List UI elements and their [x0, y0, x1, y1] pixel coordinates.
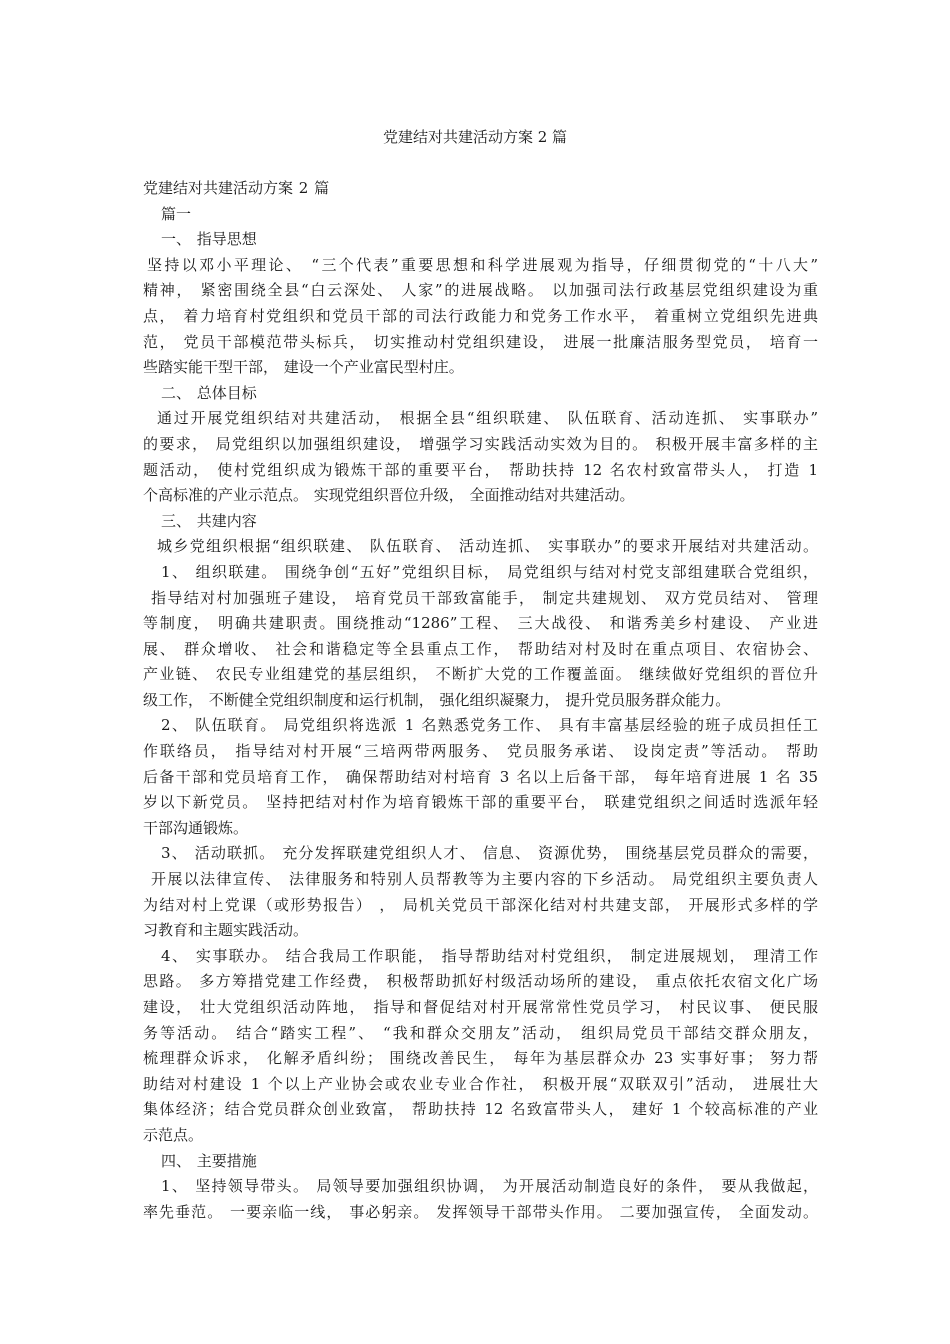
text-line: 通过开展党组织结对共建活动， 根据全县“组织联建、 队伍联育、活动连抓、 实事联办” — [157, 409, 818, 428]
text-line: 一、 指导思想 — [161, 230, 257, 249]
text-line: 助结对村建设 1 个以上产业协会或农业专业合作社， 积极开展“双联双引”活动， 进展壮大 — [143, 1074, 818, 1093]
text-line: 党建结对共建活动方案 2 篇 — [143, 179, 330, 197]
text-line: 后备干部和党员培育工作， 确保帮助结对村培育 3 名以上后备干部， 每年培育进展 1 名 35 — [143, 767, 818, 786]
text-line: 点， 着力培育村党组织和党员干部的司法行政能力和党务工作水平， 着重树立党组织先进典 — [143, 306, 818, 325]
text-line: 产业链、 农民专业组建党的基层组织， 不断扩大党的工作覆盖面。 继续做好党组织的晋位升 — [143, 665, 818, 684]
text-line: 1、 组织联建。 围绕争创“五好”党组织目标， 局党组织与结对村党支部组建联合党组织， — [161, 562, 818, 581]
text-line: 个高标准的产业示范点。 实现党组织晋位升级， 全面推动结对共建活动。 — [143, 486, 635, 505]
text-line: 岁以下新党员。 坚持把结对村作为培育锻炼干部的重要平台， 联建党组织之间适时选派年轻 — [143, 793, 818, 812]
text-line: 梳理群众诉求， 化解矛盾纠纷； 围绕改善民生， 每年为基层群众办 23 实事好事； 努力帮 — [143, 1049, 818, 1068]
text-line: 三、 共建内容 — [161, 511, 257, 530]
text-line: 四、 主要措施 — [161, 1151, 257, 1170]
text-line: 干部沟通锻炼。 — [143, 818, 249, 837]
text-line: 4、 实事联办。 结合我局工作职能， 指导帮助结对村党组织， 制定进展规划， 理清工作 — [161, 946, 818, 965]
text-line: 为结对村上党课（或形势报告） ， 局机关党员干部深化结对村共建支部， 开展形式多样的学 — [143, 895, 818, 914]
text-line: 范， 党员干部模范带头标兵， 切实推动村党组织建设， 进展一批廉洁服务型党员， 培育一 — [143, 332, 818, 351]
text-line: 作联络员， 指导结对村开展“三培两带两服务、 党员服务承诺、 设岗定责”等活动。 帮助 — [143, 742, 818, 761]
text-line: 篇一 — [161, 204, 192, 223]
text-line: 习教育和主题实践活动。 — [143, 921, 309, 940]
text-line: 城乡党组织根据“组织联建、 队伍联育、 活动连抓、 实事联办”的要求开展结对共建活动。 — [157, 537, 818, 556]
text-line: 开展以法律宣传、 法律服务和特别人员帮教等为主要内容的下乡活动。 局党组织主要负责人 — [151, 870, 818, 889]
text-line: 示范点。 — [143, 1125, 204, 1144]
text-line: 等制度， 明确共建职责。围绕推动“1286”工程、 三大战役、 和谐秀美乡村建设、 产业进 — [143, 614, 818, 633]
document-title: 党建结对共建活动方案 2 篇 — [382, 128, 568, 146]
text-line: 些踏实能干型干部， 建设一个产业富民型村庄。 — [143, 358, 464, 377]
text-line: 题活动， 使村党组织成为锻炼干部的重要平台， 帮助扶持 12 名农村致富带头人， 打造 1 — [143, 460, 818, 479]
text-line: 务等活动。 结合“踏实工程”、 “我和群众交朋友”活动， 组织局党员干部结交群众朋友， — [143, 1023, 818, 1042]
text-line: 指导结对村加强班子建设， 培育党员干部致富能手， 制定共建规划、 双方党员结对、 管理 — [151, 588, 818, 607]
text-line: 建设， 壮大党组织活动阵地， 指导和督促结对村开展常常性党员学习， 村民议事、 便民服 — [143, 998, 818, 1016]
text-line: 思路。 多方筹措党建工作经费， 积极帮助抓好村级活动场所的建设， 重点依托农宿文化广场 — [143, 972, 818, 991]
text-line: 1、 坚持领导带头。 局领导要加强组织协调， 为开展活动制造良好的条件， 要从我做起， — [161, 1177, 818, 1196]
text-line: 的要求， 局党组织以加强组织建设， 增强学习实践活动实效为目的。 积极开展丰富多样的主 — [143, 434, 818, 453]
text-line: 集体经济；结合党员群众创业致富， 帮助扶持 12 名致富带头人， 建好 1 个较高标准的产业 — [143, 1100, 818, 1119]
text-line: 3、 活动联抓。 充分发挥联建党组织人才、 信息、 资源优势， 围绕基层党员群众的需要， — [161, 844, 818, 863]
text-line: 展、 群众增收、 社会和谐稳定等全县重点工作， 帮助结对村及时在重点项目、农宿协会、 — [143, 639, 818, 658]
text-line: 级工作， 不断健全党组织制度和运行机制， 强化组织凝聚力， 提升党员服务群众能力。 — [143, 690, 731, 709]
text-line: 精神， 紧密围绕全县“白云深处、 人家”的进展战略。 以加强司法行政基层党组织建设为重 — [143, 281, 818, 300]
text-line: 率先垂范。 一要亲临一线， 事必躬亲。 发挥领导干部带头作用。 二要加强宣传， 全面发动。 — [143, 1202, 818, 1221]
document-body — [143, 176, 818, 1225]
text-line: 坚持以邓小平理论、 “三个代表”重要思想和科学进展观为指导，仔细贯彻党的“十八大” — [147, 255, 818, 274]
text-line: 2、 队伍联育。 局党组织将选派 1 名熟悉党务工作、 具有丰富基层经验的班子成员担任工 — [161, 716, 818, 735]
text-line: 二、 总体目标 — [161, 383, 257, 402]
